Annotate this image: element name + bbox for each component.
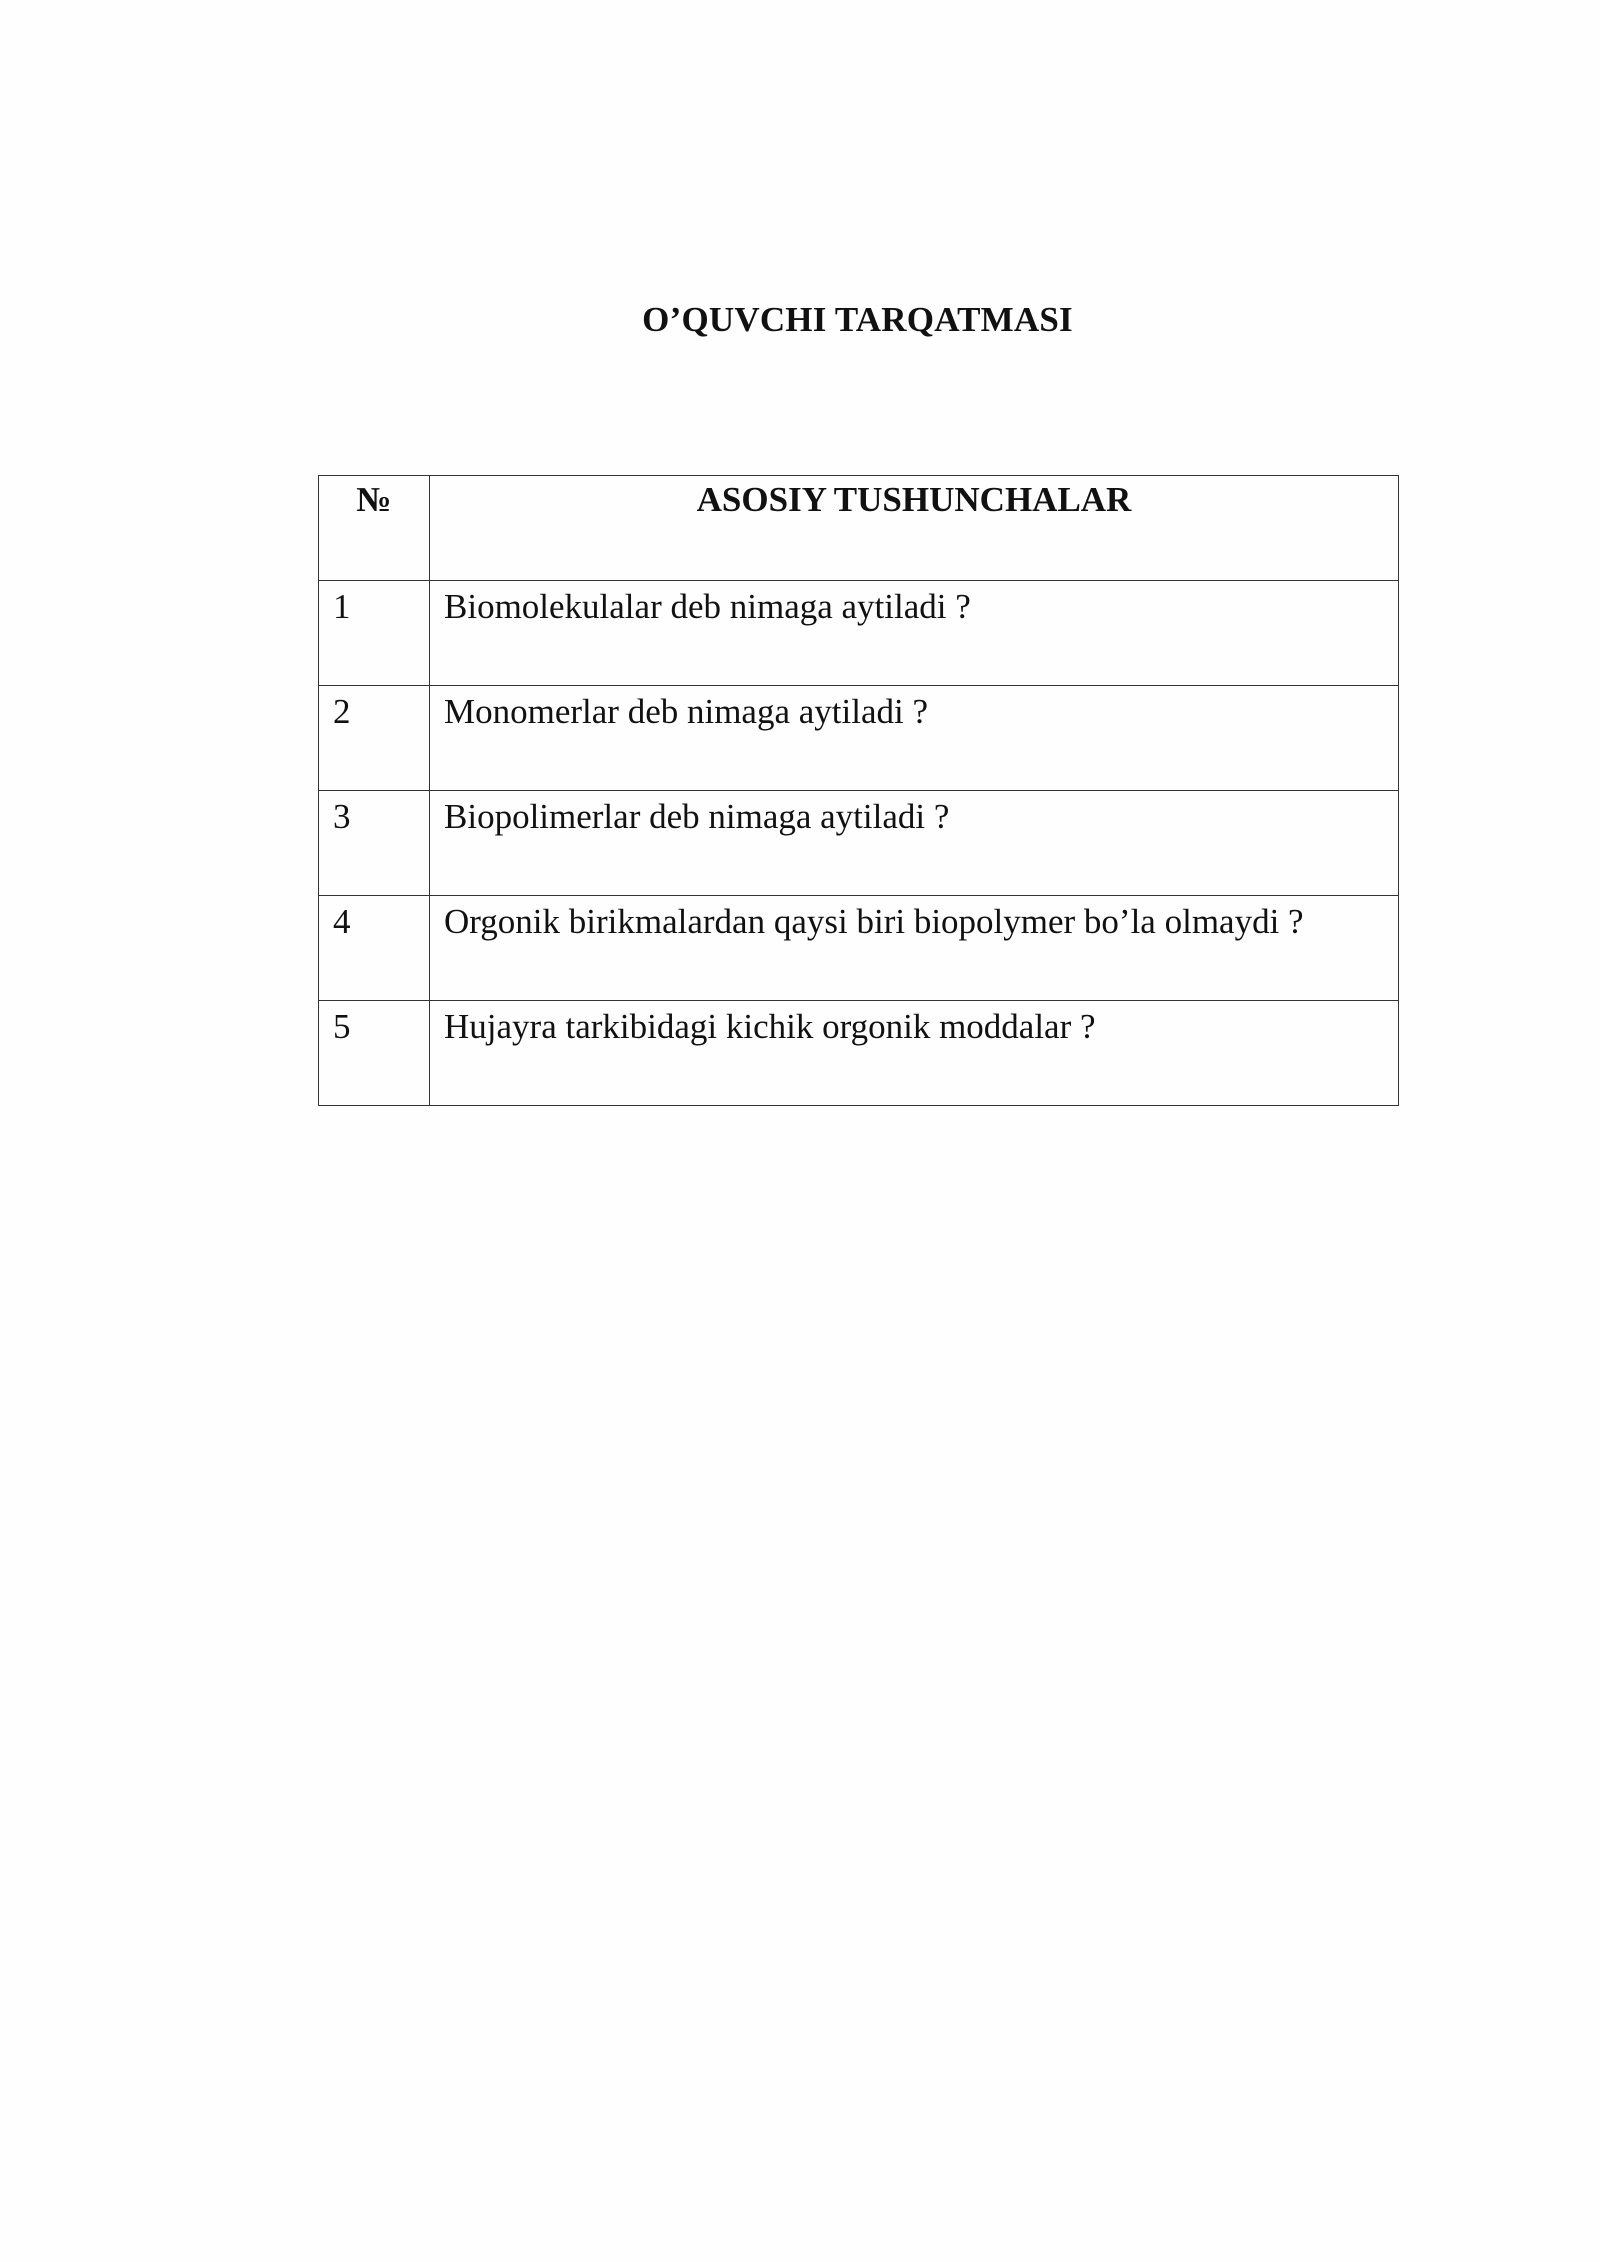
row-number: 5 — [333, 1007, 351, 1046]
table-row — [319, 1001, 1399, 1106]
row-question: Biopolimerlar deb nimaga aytiladi ? — [444, 797, 950, 836]
table-row — [319, 896, 1399, 1001]
header-number: № — [356, 480, 392, 519]
row-question: Biomolekulalar deb nimaga aytiladi ? — [444, 587, 971, 626]
table-header-row — [319, 476, 1399, 581]
row-question-cell — [430, 791, 1399, 896]
row-number-cell — [319, 686, 430, 791]
row-question: Hujayra tarkibidagi kichik orgonik moddalar ? — [444, 1007, 1096, 1046]
row-number: 3 — [333, 797, 351, 836]
row-question-cell — [430, 1001, 1399, 1106]
table-row — [319, 686, 1399, 791]
table-row — [319, 791, 1399, 896]
row-question: Orgonik birikmalardan qaysi biri biopolymer bo’la olmaydi ? — [444, 902, 1304, 941]
row-number-cell — [319, 581, 430, 686]
row-number-cell — [319, 896, 430, 1001]
row-question-cell — [430, 896, 1399, 1001]
row-number: 4 — [333, 902, 351, 941]
row-question: Monomerlar deb nimaga aytiladi ? — [444, 692, 929, 731]
row-number: 1 — [333, 587, 351, 626]
row-question-cell — [430, 686, 1399, 791]
header-number-cell — [319, 476, 430, 581]
row-number: 2 — [333, 692, 351, 731]
row-question-cell — [430, 581, 1399, 686]
table-row — [319, 581, 1399, 686]
row-number-cell — [319, 1001, 430, 1106]
document-title: O’QUVCHI TARQATMASI — [642, 300, 1073, 339]
row-number-cell — [319, 791, 430, 896]
header-concepts-cell — [430, 476, 1399, 581]
concepts-table — [318, 475, 1399, 1106]
header-concepts: ASOSIY TUSHUNCHALAR — [696, 480, 1132, 519]
